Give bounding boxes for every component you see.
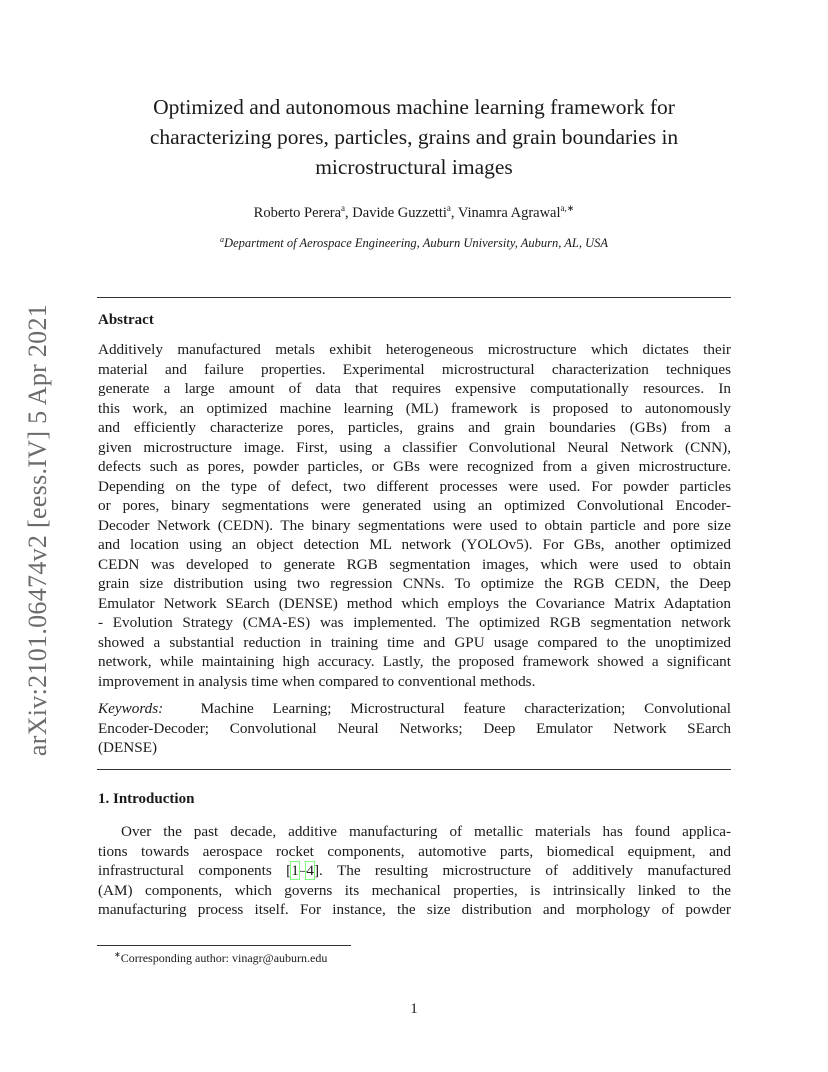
abstract-line: this work, an optimized machine learning (ML) framework is proposed to autonomously (98, 399, 731, 417)
abstract-line: improvement in analysis time when compared to conventional methods. (98, 672, 536, 690)
citation-link[interactable]: 1 (291, 862, 299, 879)
citation-link[interactable]: 4 (306, 862, 314, 879)
intro-line (98, 861, 731, 881)
intro-line: Over the past decade, additive manufacturing of metallic materials has found applica- (121, 823, 731, 840)
footnote (114, 950, 327, 966)
author-affiliation-mark: a (446, 203, 451, 213)
intro-text (98, 862, 731, 879)
abstract-line: Emulator Network SEarch (DENSE) method which employs the Covariance Matrix Adaptation (98, 594, 731, 612)
abstract-top-rule (97, 297, 731, 298)
intro-text-segment: infrastructural components [ (98, 862, 292, 879)
affiliation (98, 235, 730, 251)
keywords-line (98, 699, 731, 719)
author-name: Davide Guzzetti (352, 204, 447, 221)
title-line: characterizing pores, particles, grains and grain boundaries in (149, 125, 679, 149)
abstract-line: defects such as pores, powder particles, or GBs were recognized from a given microstructure. (98, 458, 731, 475)
citation-separator: – (298, 862, 307, 879)
keywords-text: Machine Learning; Microstructural feature characterization; Convolutional (200, 700, 731, 717)
abstract-line: given microstructure image. First, using a classifier Convolutional Neural Network (CNN), (98, 438, 731, 456)
introduction-paragraph (98, 822, 731, 920)
author-name: Roberto Perera (253, 204, 342, 221)
abstract-line: showed a substantial reduction in training time and GPU usage compared to the unoptimized (98, 633, 731, 651)
abstract-line: or pores, binary segmentations were generated using an optimized Convolutional Encoder- (98, 497, 731, 514)
abstract-line: Additively manufactured metals exhibit heterogeneous microstructure which dictates their (98, 341, 731, 358)
abstract-line: material and failure properties. Experimental microstructural characterization techniques (98, 360, 731, 378)
abstract-line: Decoder Network (CEDN). The binary segmentations were used to obtain particle and pore size (98, 516, 731, 534)
footnote-text: Corresponding author: vinagr@auburn.edu (120, 951, 328, 965)
title-line: microstructural images (315, 155, 513, 179)
author-affiliation-mark: a,∗ (560, 203, 575, 213)
page-number: 1 (410, 1001, 418, 1017)
keywords-line: (DENSE) (98, 739, 158, 756)
intro-line: (AM) components, which governs its mechanical properties, is intrinsically linked to the (98, 881, 731, 899)
footnote-mark: ∗ (114, 950, 121, 959)
keywords-label: Keywords: (98, 700, 164, 717)
keywords-block (98, 699, 731, 758)
intro-line: manufacturing process itself. For instance, the size distribution and morphology of powder (98, 901, 731, 918)
footnote-rule (97, 945, 351, 946)
abstract-line: Depending on the type of defect, two different processes were used. For powder particles (98, 477, 731, 495)
abstract-line: CEDN was developed to generate RGB segmentation images, which were used to obtain (98, 555, 731, 573)
keywords-line: Encoder-Decoder; Convolutional Neural Networks; Deep Emulator Network SEarch (98, 719, 731, 737)
abstract-line: - Evolution Strategy (CMA-ES) was implemented. The optimized RGB segmentation network (98, 614, 731, 631)
abstract-bottom-rule (97, 769, 731, 770)
author-name: Vinamra Agrawal (457, 204, 561, 221)
abstract-heading: Abstract (98, 312, 154, 328)
abstract-line: network, while maintaining high accuracy. Lastly, the proposed framework showed a significant (98, 653, 731, 670)
author-list: Roberto Perera$^a$, Davide Guzzetti$^a$, Vinamra Agrawal$^{a,∗}$ (253, 203, 575, 221)
title-line: Optimized and autonomous machine learning framework for (153, 95, 675, 119)
abstract-line: and location using an object detection ML network (YOLOv5). For GBs, another optimized (98, 536, 731, 553)
section-heading-introduction: 1. Introduction (98, 791, 195, 807)
author-affiliation-mark: a (341, 203, 346, 213)
affiliation-text: Department of Aerospace Engineering, Auburn University, Auburn, AL, USA (224, 236, 608, 251)
abstract-line: and efficiently characterize pores, particles, grains and grain boundaries (GBs) from a (98, 419, 731, 436)
paper-title (98, 92, 730, 182)
abstract-line: grain size distribution using two regression CNNs. To optimize the RGB CEDN, the Deep (98, 575, 731, 592)
arxiv-identifier-stamp: arXiv:2101.06474v2 [eess.IV] 5 Apr 2021 (23, 303, 52, 757)
affiliation-mark: a (220, 235, 224, 244)
intro-text-segment: ]. The resulting microstructure of additively manufactured (314, 862, 731, 879)
intro-line: tions towards aerospace rocket components, automotive parts, biomedical equipment, and (98, 842, 731, 860)
abstract-line: generate a large amount of data that requires expensive computationally resources. In (98, 380, 731, 397)
abstract-body (98, 340, 731, 691)
